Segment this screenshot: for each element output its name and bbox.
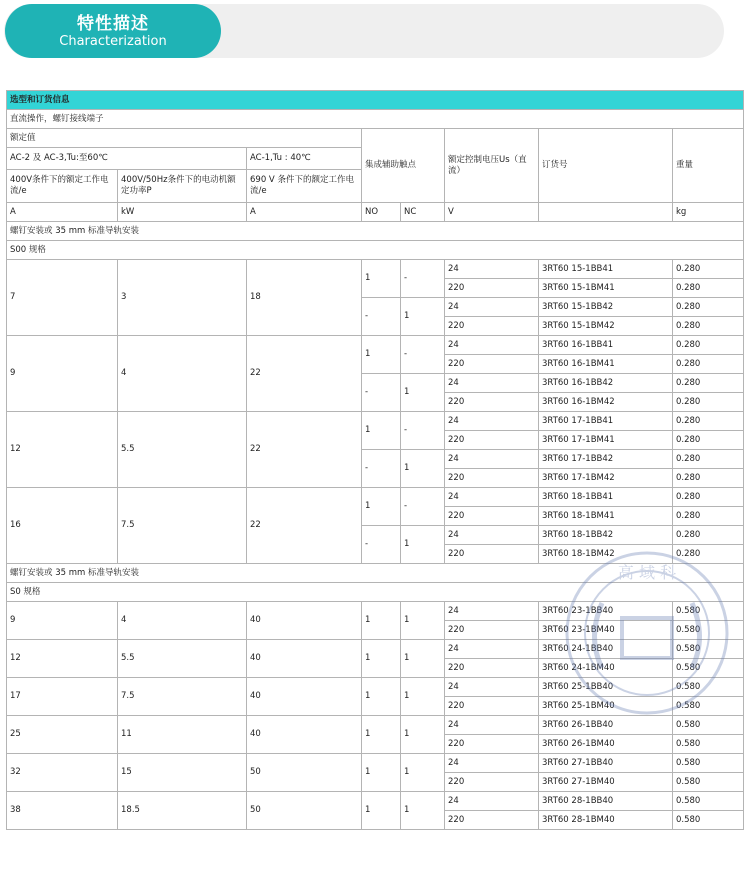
weight-cell: 0.280 <box>673 317 744 336</box>
order-number-cell: 3RT60 15-1BB42 <box>539 298 673 317</box>
voltage-cell: 220 <box>445 545 539 564</box>
order-number-cell: 3RT60 25-1BB40 <box>539 678 673 697</box>
current-400v-header: 400V条件下的额定工作电流/e <box>7 170 118 203</box>
unit-cell: kW <box>118 203 247 222</box>
unit-cell: NO <box>362 203 401 222</box>
no-contact-cell: 1 <box>362 488 401 526</box>
current-400v-cell: 12 <box>7 640 118 678</box>
rated-values-header: 额定值 <box>7 129 362 148</box>
weight-cell: 0.580 <box>673 773 744 792</box>
voltage-cell: 220 <box>445 279 539 298</box>
current-690v-header: 690 V 条件下的额定工作电流/e <box>247 170 362 203</box>
current-400v-cell: 17 <box>7 678 118 716</box>
nc-contact-cell: 1 <box>401 526 445 564</box>
current-400v-cell: 16 <box>7 488 118 564</box>
unit-cell: kg <box>673 203 744 222</box>
voltage-cell: 24 <box>445 678 539 697</box>
voltage-cell: 24 <box>445 336 539 355</box>
ac1-header: AC-1,Tu : 40℃ <box>247 148 362 170</box>
motor-power-cell: 7.5 <box>118 678 247 716</box>
weight-cell: 0.280 <box>673 526 744 545</box>
current-690v-cell: 50 <box>247 792 362 830</box>
voltage-cell: 24 <box>445 298 539 317</box>
no-contact-cell: 1 <box>362 412 401 450</box>
order-number-cell: 3RT60 17-1BM42 <box>539 469 673 488</box>
current-400v-cell: 12 <box>7 412 118 488</box>
motor-power-cell: 7.5 <box>118 488 247 564</box>
order-number-cell: 3RT60 17-1BB41 <box>539 412 673 431</box>
selection-ordering-table <box>6 90 744 830</box>
no-contact-cell: 1 <box>362 336 401 374</box>
table-row <box>7 716 744 735</box>
order-number-cell: 3RT60 28-1BB40 <box>539 792 673 811</box>
unit-cell: NC <box>401 203 445 222</box>
voltage-cell: 220 <box>445 355 539 374</box>
order-number-cell: 3RT60 16-1BM41 <box>539 355 673 374</box>
voltage-cell: 24 <box>445 716 539 735</box>
table-row <box>7 336 744 355</box>
current-400v-cell: 32 <box>7 754 118 792</box>
order-number-cell: 3RT60 16-1BB41 <box>539 336 673 355</box>
no-contact-cell: 1 <box>362 602 401 640</box>
motor-power-cell: 3 <box>118 260 247 336</box>
current-690v-cell: 18 <box>247 260 362 336</box>
voltage-cell: 24 <box>445 526 539 545</box>
weight-cell: 0.280 <box>673 469 744 488</box>
motor-power-cell: 18.5 <box>118 792 247 830</box>
weight-cell: 0.580 <box>673 659 744 678</box>
current-400v-cell: 9 <box>7 602 118 640</box>
voltage-cell: 24 <box>445 640 539 659</box>
unit-cell: A <box>247 203 362 222</box>
order-number-cell: 3RT60 16-1BM42 <box>539 393 673 412</box>
no-contact-cell: - <box>362 298 401 336</box>
weight-cell: 0.280 <box>673 260 744 279</box>
voltage-cell: 24 <box>445 792 539 811</box>
nc-contact-cell: 1 <box>401 602 445 640</box>
voltage-cell: 220 <box>445 317 539 336</box>
section-title-en: Characterization <box>59 34 167 49</box>
order-number-cell: 3RT60 18-1BM41 <box>539 507 673 526</box>
table-subtitle: 直流操作，螺钉接线端子 <box>7 110 744 129</box>
no-contact-cell: 1 <box>362 640 401 678</box>
voltage-cell: 220 <box>445 659 539 678</box>
table-row <box>7 602 744 621</box>
order-number-cell: 3RT60 23-1BM40 <box>539 621 673 640</box>
aux-contacts-header: 集成辅助触点 <box>362 129 445 203</box>
no-contact-cell: 1 <box>362 792 401 830</box>
voltage-cell: 220 <box>445 431 539 450</box>
current-690v-cell: 22 <box>247 412 362 488</box>
voltage-cell: 220 <box>445 469 539 488</box>
motor-power-cell: 4 <box>118 336 247 412</box>
nc-contact-cell: 1 <box>401 792 445 830</box>
no-contact-cell: - <box>362 450 401 488</box>
weight-cell: 0.580 <box>673 678 744 697</box>
weight-cell: 0.580 <box>673 811 744 830</box>
current-690v-cell: 50 <box>247 754 362 792</box>
weight-header: 重量 <box>673 129 744 203</box>
s0-size-row: S0 规格 <box>7 583 744 602</box>
voltage-cell: 24 <box>445 488 539 507</box>
nc-contact-cell: - <box>401 336 445 374</box>
current-400v-cell: 38 <box>7 792 118 830</box>
nc-contact-cell: 1 <box>401 640 445 678</box>
motor-power-cell: 5.5 <box>118 412 247 488</box>
voltage-cell: 220 <box>445 697 539 716</box>
current-690v-cell: 22 <box>247 488 362 564</box>
weight-cell: 0.280 <box>673 279 744 298</box>
weight-cell: 0.580 <box>673 621 744 640</box>
table-row <box>7 754 744 773</box>
weight-cell: 0.580 <box>673 754 744 773</box>
no-contact-cell: 1 <box>362 678 401 716</box>
voltage-cell: 24 <box>445 374 539 393</box>
voltage-cell: 220 <box>445 811 539 830</box>
order-number-cell: 3RT60 18-1BB41 <box>539 488 673 507</box>
weight-cell: 0.580 <box>673 716 744 735</box>
s00-mounting-row: 螺钉安装或 35 mm 标准导轨安装 <box>7 222 744 241</box>
table-row <box>7 412 744 431</box>
nc-contact-cell: 1 <box>401 298 445 336</box>
unit-cell <box>539 203 673 222</box>
current-690v-cell: 40 <box>247 716 362 754</box>
weight-cell: 0.280 <box>673 431 744 450</box>
order-number-cell: 3RT60 15-1BM42 <box>539 317 673 336</box>
order-number-cell: 3RT60 17-1BB42 <box>539 450 673 469</box>
weight-cell: 0.280 <box>673 355 744 374</box>
weight-cell: 0.580 <box>673 602 744 621</box>
motor-power-header: 400V/50Hz条件下的电动机额定功率P <box>118 170 247 203</box>
weight-cell: 0.280 <box>673 450 744 469</box>
table-row <box>7 488 744 507</box>
table-row <box>7 260 744 279</box>
no-contact-cell: - <box>362 526 401 564</box>
order-number-cell: 3RT60 28-1BM40 <box>539 811 673 830</box>
current-690v-cell: 40 <box>247 678 362 716</box>
nc-contact-cell: 1 <box>401 716 445 754</box>
no-contact-cell: 1 <box>362 260 401 298</box>
order-number-cell: 3RT60 15-1BB41 <box>539 260 673 279</box>
weight-cell: 0.280 <box>673 488 744 507</box>
weight-cell: 0.280 <box>673 374 744 393</box>
order-number-cell: 3RT60 23-1BB40 <box>539 602 673 621</box>
svg-text:高 域 科: 高 域 科 <box>617 563 677 582</box>
order-number-cell: 3RT60 15-1BM41 <box>539 279 673 298</box>
motor-power-cell: 4 <box>118 602 247 640</box>
motor-power-cell: 11 <box>118 716 247 754</box>
voltage-cell: 220 <box>445 507 539 526</box>
order-number-cell: 3RT60 25-1BM40 <box>539 697 673 716</box>
table-row <box>7 678 744 697</box>
voltage-cell: 24 <box>445 602 539 621</box>
nc-contact-cell: - <box>401 488 445 526</box>
nc-contact-cell: 1 <box>401 374 445 412</box>
voltage-cell: 24 <box>445 260 539 279</box>
motor-power-cell: 5.5 <box>118 640 247 678</box>
order-number-cell: 3RT60 24-1BB40 <box>539 640 673 659</box>
weight-cell: 0.280 <box>673 393 744 412</box>
weight-cell: 0.280 <box>673 412 744 431</box>
current-690v-cell: 22 <box>247 336 362 412</box>
weight-cell: 0.280 <box>673 545 744 564</box>
no-contact-cell: - <box>362 374 401 412</box>
section-title-zh: 特性描述 <box>77 14 149 34</box>
weight-cell: 0.580 <box>673 792 744 811</box>
voltage-cell: 220 <box>445 621 539 640</box>
order-number-cell: 3RT60 17-1BM41 <box>539 431 673 450</box>
current-400v-cell: 7 <box>7 260 118 336</box>
voltage-cell: 24 <box>445 754 539 773</box>
order-number-cell: 3RT60 16-1BB42 <box>539 374 673 393</box>
motor-power-cell: 15 <box>118 754 247 792</box>
nc-contact-cell: 1 <box>401 678 445 716</box>
order-number-cell: 3RT60 26-1BM40 <box>539 735 673 754</box>
no-contact-cell: 1 <box>362 716 401 754</box>
nc-contact-cell: 1 <box>401 754 445 792</box>
weight-cell: 0.580 <box>673 640 744 659</box>
nc-contact-cell: - <box>401 412 445 450</box>
order-number-cell: 3RT60 18-1BM42 <box>539 545 673 564</box>
no-contact-cell: 1 <box>362 754 401 792</box>
order-number-cell: 3RT60 26-1BB40 <box>539 716 673 735</box>
table-title: 选型和订货信息 <box>7 91 744 110</box>
voltage-header: 额定控制电压Us（直流） <box>445 129 539 203</box>
voltage-cell: 220 <box>445 393 539 412</box>
weight-cell: 0.280 <box>673 336 744 355</box>
weight-cell: 0.580 <box>673 735 744 754</box>
order-number-header: 订货号 <box>539 129 673 203</box>
weight-cell: 0.280 <box>673 507 744 526</box>
order-number-cell: 3RT60 27-1BB40 <box>539 754 673 773</box>
order-number-cell: 3RT60 27-1BM40 <box>539 773 673 792</box>
s0-mounting-row: 螺钉安装或 35 mm 标准导轨安装 <box>7 564 744 583</box>
current-690v-cell: 40 <box>247 602 362 640</box>
section-title-pill <box>5 4 221 58</box>
unit-cell: A <box>7 203 118 222</box>
unit-cell: V <box>445 203 539 222</box>
nc-contact-cell: - <box>401 260 445 298</box>
table-row <box>7 640 744 659</box>
s00-size-row: S00 规格 <box>7 241 744 260</box>
current-400v-cell: 25 <box>7 716 118 754</box>
ac2-header: AC-2 及 AC-3,Tu:至60℃ <box>7 148 247 170</box>
nc-contact-cell: 1 <box>401 450 445 488</box>
weight-cell: 0.280 <box>673 298 744 317</box>
voltage-cell: 220 <box>445 773 539 792</box>
voltage-cell: 220 <box>445 735 539 754</box>
voltage-cell: 24 <box>445 412 539 431</box>
order-number-cell: 3RT60 18-1BB42 <box>539 526 673 545</box>
current-690v-cell: 40 <box>247 640 362 678</box>
current-400v-cell: 9 <box>7 336 118 412</box>
table-row <box>7 792 744 811</box>
voltage-cell: 24 <box>445 450 539 469</box>
weight-cell: 0.580 <box>673 697 744 716</box>
order-number-cell: 3RT60 24-1BM40 <box>539 659 673 678</box>
